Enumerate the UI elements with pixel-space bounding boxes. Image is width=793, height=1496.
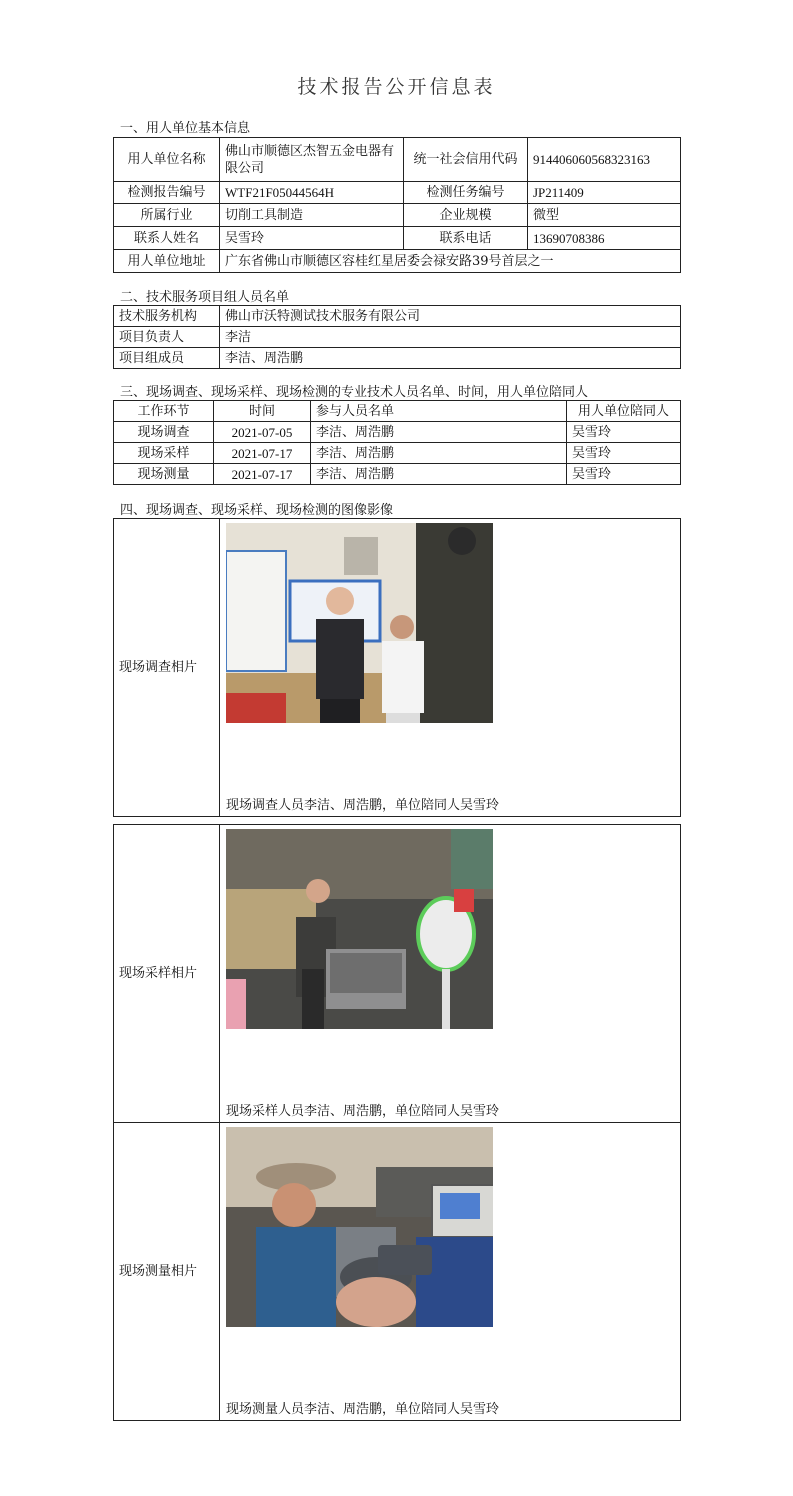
task-no-label: 检测任务编号	[404, 182, 528, 204]
photo-label-measurement: 现场测量相片	[114, 1123, 220, 1421]
contact-value: 吴雪玲	[220, 227, 404, 250]
measurement-photo	[226, 1127, 493, 1327]
address-value: 广东省佛山市顺德区容桂红星居委会禄安路39号首层之一	[220, 250, 681, 273]
photo-table-sampling	[113, 824, 681, 1123]
credit-code-value: 914406060568323163	[528, 138, 681, 182]
members-label: 项目组成员	[114, 348, 220, 369]
section-1-heading: 一、用人单位基本信息	[120, 121, 251, 136]
photo-caption-sampling: 现场采样人员李洁、周浩鹏，单位陪同人吴雪玲	[226, 1104, 500, 1119]
report-no-value: WTF21F05044564H	[220, 182, 404, 204]
schedule-header-time: 时间	[214, 401, 311, 422]
schedule-accompany: 吴雪玲	[567, 422, 681, 443]
scale-value: 微型	[528, 204, 681, 227]
org-label: 技术服务机构	[114, 306, 220, 327]
phone-value: 13690708386	[528, 227, 681, 250]
task-no-value: JP211409	[528, 182, 681, 204]
lead-label: 项目负责人	[114, 327, 220, 348]
industry-value: 切削工具制造	[220, 204, 404, 227]
contact-label: 联系人姓名	[114, 227, 220, 250]
section-2-heading: 二、技术服务项目组人员名单	[120, 290, 290, 305]
members-value: 李洁、周浩鹏	[220, 348, 681, 369]
photo-caption-measurement: 现场测量人员李洁、周浩鹏，单位陪同人吴雪玲	[226, 1402, 500, 1417]
employer-name-value: 佛山市顺德区杰智五金电器有限公司	[220, 138, 404, 182]
scale-label: 企业规模	[404, 204, 528, 227]
table-row	[114, 464, 681, 485]
photo-label-sampling: 现场采样相片	[114, 825, 220, 1123]
sampling-photo	[226, 829, 493, 1029]
schedule-header-people: 参与人员名单	[311, 401, 567, 422]
page-title: 技术报告公开信息表	[297, 76, 496, 98]
industry-label: 所属行业	[114, 204, 220, 227]
section-3-heading: 三、现场调查、现场采样、现场检测的专业技术人员名单、时间，用人单位陪同人	[120, 385, 589, 400]
survey-photo	[226, 523, 493, 723]
phone-label: 联系电话	[404, 227, 528, 250]
schedule-header-accompany: 用人单位陪同人	[567, 401, 681, 422]
photo-label-survey: 现场调查相片	[114, 519, 220, 817]
table-row	[114, 443, 681, 464]
schedule-stage: 现场调查	[114, 422, 214, 443]
schedule-date: 2021-07-17	[214, 464, 311, 485]
schedule-stage: 现场采样	[114, 443, 214, 464]
schedule-date: 2021-07-05	[214, 422, 311, 443]
schedule-date: 2021-07-17	[214, 443, 311, 464]
schedule-table	[113, 400, 681, 485]
address-label: 用人单位地址	[114, 250, 220, 273]
credit-code-label: 统一社会信用代码	[404, 138, 528, 182]
schedule-accompany: 吴雪玲	[567, 443, 681, 464]
schedule-people: 李洁、周浩鹏	[311, 443, 567, 464]
table-row	[114, 422, 681, 443]
schedule-stage: 现场测量	[114, 464, 214, 485]
section-4-heading: 四、现场调查、现场采样、现场检测的图像影像	[120, 503, 394, 518]
schedule-header-stage: 工作环节	[114, 401, 214, 422]
schedule-people: 李洁、周浩鹏	[311, 464, 567, 485]
report-no-label: 检测报告编号	[114, 182, 220, 204]
lead-value: 李洁	[220, 327, 681, 348]
photo-caption-survey: 现场调查人员李洁、周浩鹏，单位陪同人吴雪玲	[226, 798, 500, 813]
schedule-accompany: 吴雪玲	[567, 464, 681, 485]
employer-name-label: 用人单位名称	[114, 138, 220, 182]
org-value: 佛山市沃特测试技术服务有限公司	[220, 306, 681, 327]
photo-table-measurement	[113, 1122, 681, 1421]
employer-info-table	[113, 137, 681, 273]
team-table	[113, 305, 681, 369]
photo-table-survey	[113, 518, 681, 817]
schedule-people: 李洁、周浩鹏	[311, 422, 567, 443]
